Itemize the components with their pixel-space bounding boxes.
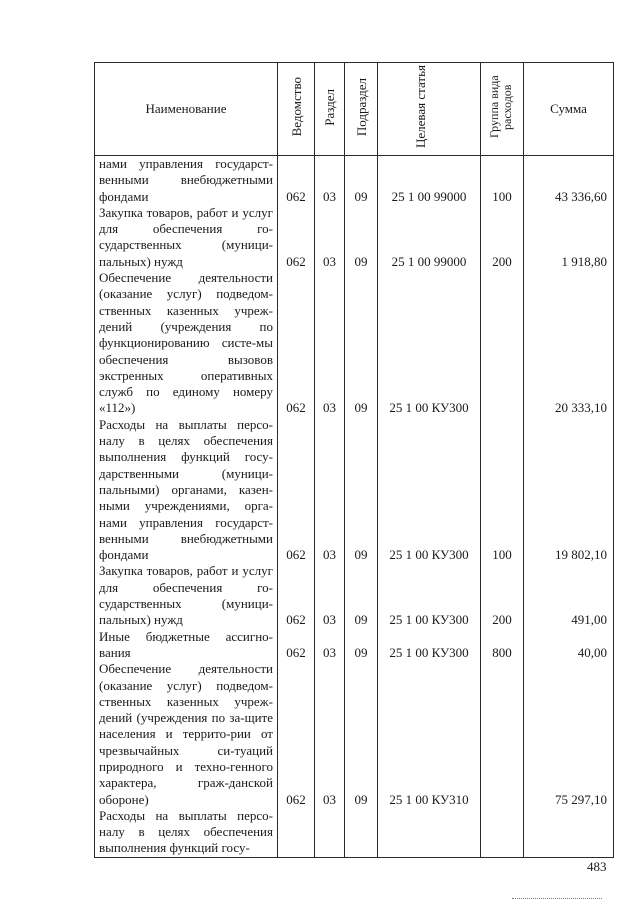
header-name: Наименование — [95, 63, 278, 156]
header-section: Раздел — [315, 63, 345, 156]
row-subsection: 09 — [345, 417, 378, 564]
page-number: 483 — [587, 859, 607, 874]
row-amount: 20 333,10 — [524, 270, 614, 417]
row-department — [278, 808, 315, 857]
row-expense-group: 100 — [481, 417, 524, 564]
table-row — [95, 417, 614, 564]
row-expense-group: 100 — [481, 156, 524, 205]
row-target-article: 25 1 00 КУ300 — [378, 563, 481, 628]
row-name: Расходы на выплаты персо-налу в целях обеспечения выполнения функций госу- — [95, 808, 278, 857]
row-target-article: 25 1 00 КУ300 — [378, 417, 481, 564]
row-target-article: 25 1 00 КУ310 — [378, 661, 481, 808]
row-subsection: 09 — [345, 205, 378, 270]
row-amount: 75 297,10 — [524, 661, 614, 808]
row-section: 03 — [315, 629, 345, 662]
row-department: 062 — [278, 629, 315, 662]
row-target-article: 25 1 00 99000 — [378, 156, 481, 205]
row-expense-group: 800 — [481, 629, 524, 662]
row-amount: 1 918,80 — [524, 205, 614, 270]
table-row — [95, 661, 614, 808]
row-department: 062 — [278, 661, 315, 808]
row-name: Обеспечение деятельности (оказание услуг) подведом-ственных казенных учреж-дений (учреждения по функционированию систе-мы обеспечения вызовов экстренных оперативных служб по единому номеру «112») — [95, 270, 278, 417]
header-target-article: Целевая статья — [378, 63, 481, 156]
table-row — [95, 808, 614, 857]
header-expense-group: Группа вида расходов — [481, 63, 524, 156]
row-amount: 40,00 — [524, 629, 614, 662]
row-section: 03 — [315, 563, 345, 628]
row-name: нами управления государст-венными внебюджетными фондами — [95, 156, 278, 205]
row-expense-group: 200 — [481, 205, 524, 270]
row-name: Иные бюджетные ассигно-вания — [95, 629, 278, 662]
row-department: 062 — [278, 156, 315, 205]
row-amount: 19 802,10 — [524, 417, 614, 564]
table-row — [95, 156, 614, 205]
table-row — [95, 205, 614, 270]
row-subsection: 09 — [345, 563, 378, 628]
header-department: Ведомство — [278, 63, 315, 156]
row-section: 03 — [315, 156, 345, 205]
row-department: 062 — [278, 205, 315, 270]
row-name: Закупка товаров, работ и услуг для обеспечения го-сударственных (муници-пальных) нужд — [95, 205, 278, 270]
row-expense-group — [481, 270, 524, 417]
row-section: 03 — [315, 417, 345, 564]
row-amount: 491,00 — [524, 563, 614, 628]
row-name: Обеспечение деятельности (оказание услуг) подведом-ственных казенных учреж-дений (учреждения по за-щите населения и террито-рии от чрезвычайных си-туаций природного и техно-генного характера, граж-данской обороне) — [95, 661, 278, 808]
row-target-article: 25 1 00 99000 — [378, 205, 481, 270]
row-target-article: 25 1 00 КУ300 — [378, 629, 481, 662]
row-name: Закупка товаров, работ и услуг для обеспечения го-сударственных (муници-пальных) нужд — [95, 563, 278, 628]
table-header-row — [95, 63, 614, 156]
row-subsection — [345, 808, 378, 857]
row-department: 062 — [278, 563, 315, 628]
footer-line — [512, 898, 602, 899]
row-target-article — [378, 808, 481, 857]
table-row — [95, 629, 614, 662]
row-section: 03 — [315, 205, 345, 270]
row-amount: 43 336,60 — [524, 156, 614, 205]
row-expense-group — [481, 661, 524, 808]
header-amount: Сумма — [524, 63, 614, 156]
row-department: 062 — [278, 270, 315, 417]
row-expense-group — [481, 808, 524, 857]
row-subsection: 09 — [345, 270, 378, 417]
table-row — [95, 563, 614, 628]
header-subsection: Подраздел — [345, 63, 378, 156]
row-subsection: 09 — [345, 661, 378, 808]
row-subsection: 09 — [345, 629, 378, 662]
row-name: Расходы на выплаты персо-налу в целях обеспечения выполнения функций госу-дарственными (муници-пальными) органами, казен-ными учреждениями, орга-нами управления государст-венными внебюджетными фондами — [95, 417, 278, 564]
row-expense-group: 200 — [481, 563, 524, 628]
row-target-article: 25 1 00 КУ300 — [378, 270, 481, 417]
row-amount — [524, 808, 614, 857]
budget-table — [94, 62, 614, 858]
table-row — [95, 270, 614, 417]
row-department: 062 — [278, 417, 315, 564]
row-section — [315, 808, 345, 857]
row-section: 03 — [315, 270, 345, 417]
row-section: 03 — [315, 661, 345, 808]
row-subsection: 09 — [345, 156, 378, 205]
